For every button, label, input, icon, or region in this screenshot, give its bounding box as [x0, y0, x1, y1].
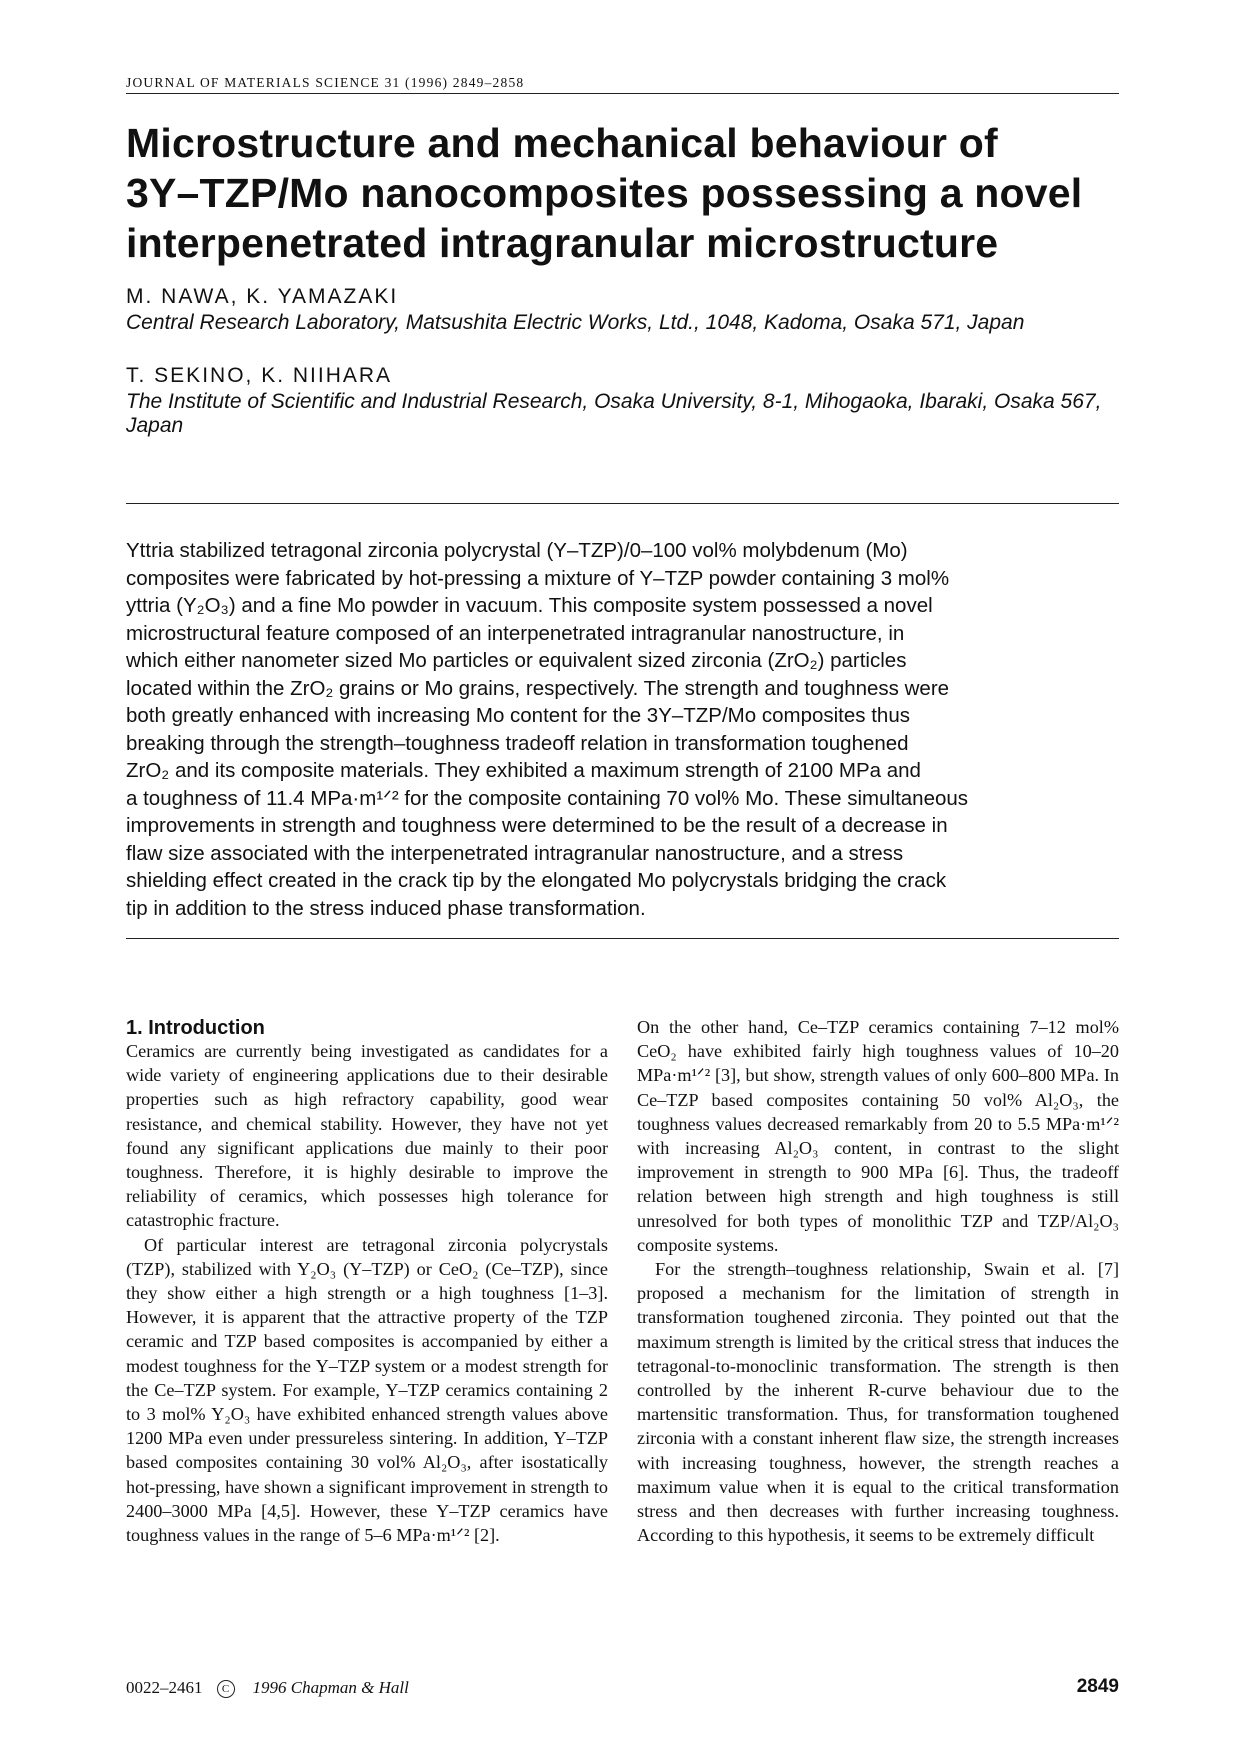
author-names: M. NAWA, K. YAMAZAKI [126, 285, 399, 308]
article-title [126, 118, 1126, 268]
abstract-line: located within the ZrO₂ grains or Mo grains, respectively. The strength and toughness were [126, 676, 950, 700]
abstract-line: yttria (Y₂O₃) and a fine Mo powder in vacuum. This composite system possessed a novel [126, 594, 933, 617]
left-column [126, 1015, 608, 1547]
abstract-line: Yttria stabilized tetragonal zirconia polycrystal (Y–TZP)/0–100 vol% molybdenum (Mo) [126, 539, 908, 562]
abstract [126, 537, 1119, 922]
copyright-icon: C [217, 1680, 235, 1698]
abstract-line: flaw size associated with the interpenetrated intragranular nanostructure, and a stress [126, 841, 904, 865]
body-paragraph: Ceramics are currently being investigated as candidates for a wide variety of engineering applications due to their desirable properties such as high refractory capability, good wear resistance, and chemical stability. However, they have not yet found any significant applications due mainly to their poor toughness. Therefore, it is highly desirable to improve the reliability of ceramics, which possesses high tolerance for catastrophic fracture. [126, 1041, 608, 1231]
footer-left [126, 1678, 409, 1698]
author-affiliation: Central Research Laboratory, Matsushita Electric Works, Ltd., 1048, Kadoma, Osaka 571, Japan [126, 311, 1025, 334]
abstract-line: ZrO₂ and its composite materials. They exhibited a maximum strength of 2100 MPa and [126, 759, 921, 782]
section-heading: 1. Introduction [126, 1017, 265, 1039]
title-line: interpenetrated intragranular microstructure [126, 220, 999, 266]
abstract-top-rule [126, 503, 1119, 504]
abstract-line: which either nanometer sized Mo particles or equivalent sized zirconia (ZrO₂) particles [126, 649, 907, 672]
issn: 0022–2461 [126, 1678, 203, 1697]
body-paragraph: For the strength–toughness relationship, Swain et al. [7] proposed a mechanism for the limitation of strength in transformation toughened zirconia. They pointed out that the maximum strength is limited by the critical stress that induces the tetragonal-to-monoclinic transformation. The strength is then controlled by the inherent R-curve behaviour due to the martensitic transformation. Thus, for transformation toughened zirconia with a constant inherent flaw size, the strength increases with increasing toughness, however, the strength reaches a maximum value when it is equal to the critical transformation stress and then decreases with further increasing toughness. According to this hypothesis, it seems to be extremely difficult [637, 1259, 1119, 1546]
header-rule [126, 93, 1119, 94]
abstract-line: a toughness of 11.4 MPa·m¹ᐟ² for the composite containing 70 vol% Mo. These simultaneous [126, 786, 969, 810]
abstract-line: breaking through the strength–toughness tradeoff relation in transformation toughened [126, 731, 909, 755]
body-paragraph: Of particular interest are tetragonal zirconia polycrystals (TZP), stabilized with Y₂O₃ (Y–TZP) or CeO₂ (Ce–TZP), since they show either a high strength or a high toughness [1–3]. However, it is apparent that the attractive property of the TZP ceramic and TZP based composites is accompanied by either a modest toughness for the Y–TZP system or a modest strength for the Ce–TZP system. For example, Y–TZP ceramics containing 2 to 3 mol% Y₂O₃ have exhibited enhanced strength values above 1200 MPa even under pressureless sintering. In addition, Y–TZP based composites containing 30 vol% Al₂O₃, after isostatically hot-pressing, have shown a significant improvement in strength to 2400–3000 MPa [4,5]. However, these Y–TZP ceramics have toughness values in the range of 5–6 MPa·m¹ᐟ² [2]. [126, 1234, 608, 1546]
author-affiliation: The Institute of Scientific and Industrial Research, Osaka University, 8-1, Mihogaoka, Ibaraki, Osaka 567, Japan [126, 390, 1102, 437]
page-number: 2849 [1076, 1676, 1119, 1697]
abstract-line: microstructural feature composed of an interpenetrated intragranular nanostructure, in [126, 621, 905, 645]
title-line: Microstructure and mechanical behaviour of [126, 120, 998, 166]
abstract-line: both greatly enhanced with increasing Mo content for the 3Y–TZP/Mo composites thus [126, 704, 910, 727]
abstract-line: improvements in strength and toughness were determined to be the result of a decrease in [126, 814, 948, 837]
abstract-line: tip in addition to the stress induced phase transformation. [126, 896, 646, 920]
author-names: T. SEKINO, K. NIIHARA [126, 364, 393, 387]
publisher: 1996 Chapman & Hall [252, 1678, 409, 1697]
title-line: 3Y–TZP/Mo nanocomposites possessing a novel [126, 170, 1083, 216]
right-column [637, 1015, 1119, 1547]
abstract-line: composites were fabricated by hot-pressing a mixture of Y–TZP powder containing 3 mol% [126, 566, 950, 590]
abstract-bottom-rule [126, 938, 1119, 939]
abstract-line: shielding effect created in the crack tip by the elongated Mo polycrystals bridging the crack [126, 869, 947, 892]
body-paragraph: On the other hand, Ce–TZP ceramics containing 7–12 mol% CeO₂ have exhibited fairly high toughness values of 10–20 MPa·m¹ᐟ² [3], but show, strength values of only 600–800 MPa. In Ce–TZP based composites containing 50 vol% Al₂O₃, the toughness values decreased remarkably from 20 to 5.5 MPa·m¹ᐟ² with increasing Al₂O₃ content, in contrast to the slight improvement in strength to 900 MPa [6]. Thus, the tradeoff relation between high strength and high toughness is still unresolved for both types of monolithic TZP and TZP/Al₂O₃ composite systems. [637, 1017, 1119, 1255]
journal-header: JOURNAL OF MATERIALS SCIENCE 31 (1996) 2849–2858 [126, 75, 525, 90]
